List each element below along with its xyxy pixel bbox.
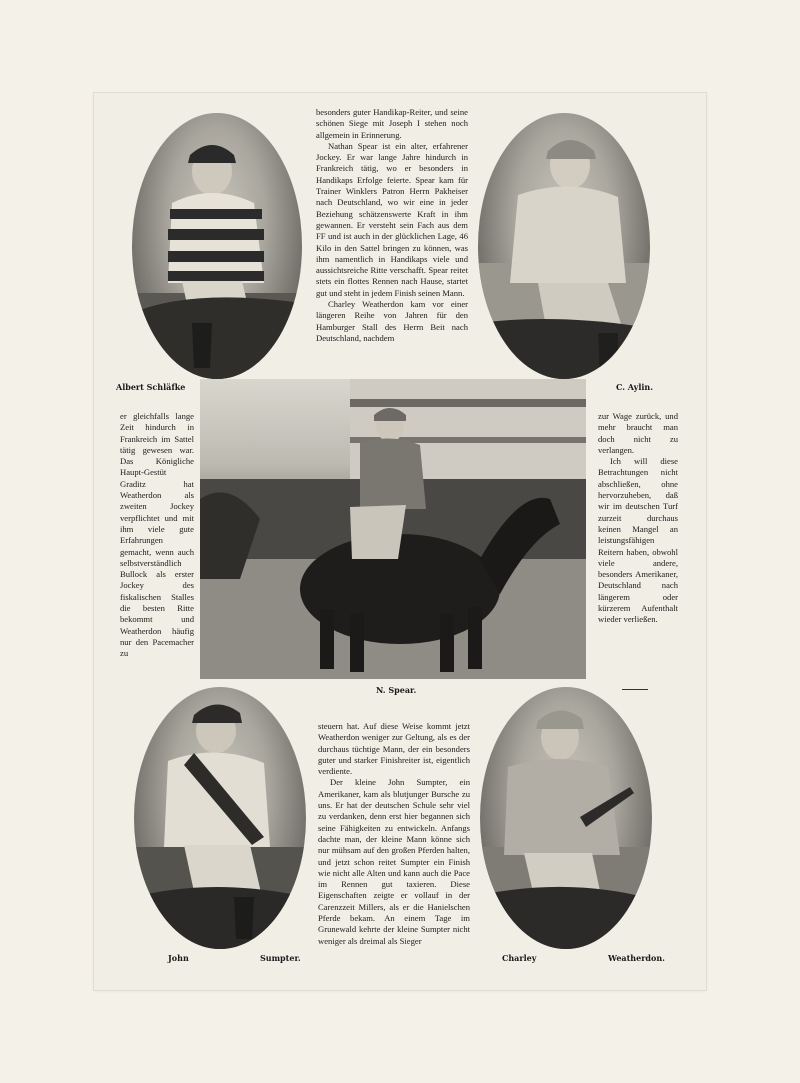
photo-john-sumpter xyxy=(134,687,306,949)
paragraph: steuern hat. Auf diese Weise kommt jetzt Weatherdon weniger zur Geltung, als es der durchaus tüchtige Mann, der ein besonders guter und starker Finishreiter ist, eigentlich verdiente. xyxy=(318,721,470,777)
caption-sumpter: Sumpter. xyxy=(260,953,301,963)
photo-n-spear xyxy=(200,379,586,679)
caption-albert-schlaefke: Albert Schläfke xyxy=(116,382,186,392)
photo-albert-schlaefke xyxy=(132,113,302,379)
article-text-top-column xyxy=(316,107,468,344)
paragraph: Nathan Spear ist ein alter, erfahrener Jockey. Er war lange Jahre hindurch in Frankreich tätig, wo er besonders in Handikaps Erfolge feierte. Spear kam für Trainer Winklers Patron Herrn Pakheiser nach Deutschland, wo wir eine in jeder Beziehung schätzenswerte Kraft in ihm gewannen. Er versteht sein Fach aus dem FF und ist auch in der glücklichen Lage, 46 Kilo in den Sattel bringen zu können, was ihm namentlich in Handikaps viele und aussichtsreiche Ritte verschafft. Spear reitet stets ein flottes Rennen nach Hause, startet gut und steht in jedem Finish seinen Mann. xyxy=(316,140,468,298)
article-text-left-column xyxy=(120,411,194,660)
jockey-portrait-graphic xyxy=(132,113,302,379)
caption-c-aylin: C. Aylin. xyxy=(616,382,654,392)
horse-and-jockey-graphic xyxy=(200,379,586,679)
caption-weatherdon: Weatherdon. xyxy=(608,953,665,963)
magazine-page xyxy=(94,93,706,990)
paragraph: zur Wage zurück, und mehr braucht man doch nicht zu verlangen. xyxy=(598,411,678,455)
jockey-portrait-graphic xyxy=(134,687,306,949)
paragraph: Der kleine John Sumpter, ein Amerikaner, kam als blutjunger Bursche zu uns. Er hat der deutschen Schule sehr viel zu verdanken, denn erst hier begannen sich seine Fähigkeiten zu entwickeln. Anfangs dachte man, der kleine Mann könne sich nur mühsam auf den großen Pferden halten, und jetzt schon reitet Sumpter ein Finish wie nicht alle Alten und kann auch die Pace im Rennen gut taxieren. Diese Eigenschaften zeigte er vollauf in der Carenzzeit Millers, als er die Hanielschen Pferde bekam. An einem Tage im Grunewald kehrte der kleine Sumpter nicht weniger als dreimal als Sieger xyxy=(318,777,470,946)
paragraph: besonders guter Handikap-Reiter, und seine schönen Siege mit Joseph I stehen noch allgemein in Erinnerung. xyxy=(316,107,468,140)
paragraph: Charley Weatherdon kam vor einer längeren Reihe von Jahren für den Hamburger Stall des Herrn Beit nach Deutschland, nachdem xyxy=(316,299,468,343)
photo-charley-weatherdon xyxy=(480,687,652,949)
jockey-portrait-graphic xyxy=(478,113,650,379)
article-text-bottom-column xyxy=(318,721,470,947)
article-text-right-column xyxy=(598,411,678,626)
jockey-portrait-graphic xyxy=(480,687,652,949)
caption-n-spear: N. Spear. xyxy=(376,685,417,695)
photo-c-aylin xyxy=(478,113,650,379)
paragraph: er gleichfalls lange Zeit hindurch in Frankreich im Sattel tätig gewesen war. Das Königliche Haupt-Gestüt Graditz hat Weatherdon als zweiten Jockey verpflichtet und mit ihm viele gute Erfahrungen gemacht, wenn auch selbstverständlich Bullock als erster Jockey des fiskalischen Stalles die besten Ritte bekommt und Weatherdon häufig nur den Pacemacher zu xyxy=(120,411,194,659)
caption-john: John xyxy=(168,953,189,963)
paragraph: Ich will diese Betrachtungen nicht abschließen, ohne hervorzuheben, daß wir im deutschen Turf zurzeit durchaus keinen Mangel an leistungsfähigen Reitern haben, obwohl viele andere, besonders Amerikaner, Deutschland nach längerem oder kürzerem Aufenthalt wieder verließen. xyxy=(598,456,678,625)
caption-charley: Charley xyxy=(502,953,537,963)
